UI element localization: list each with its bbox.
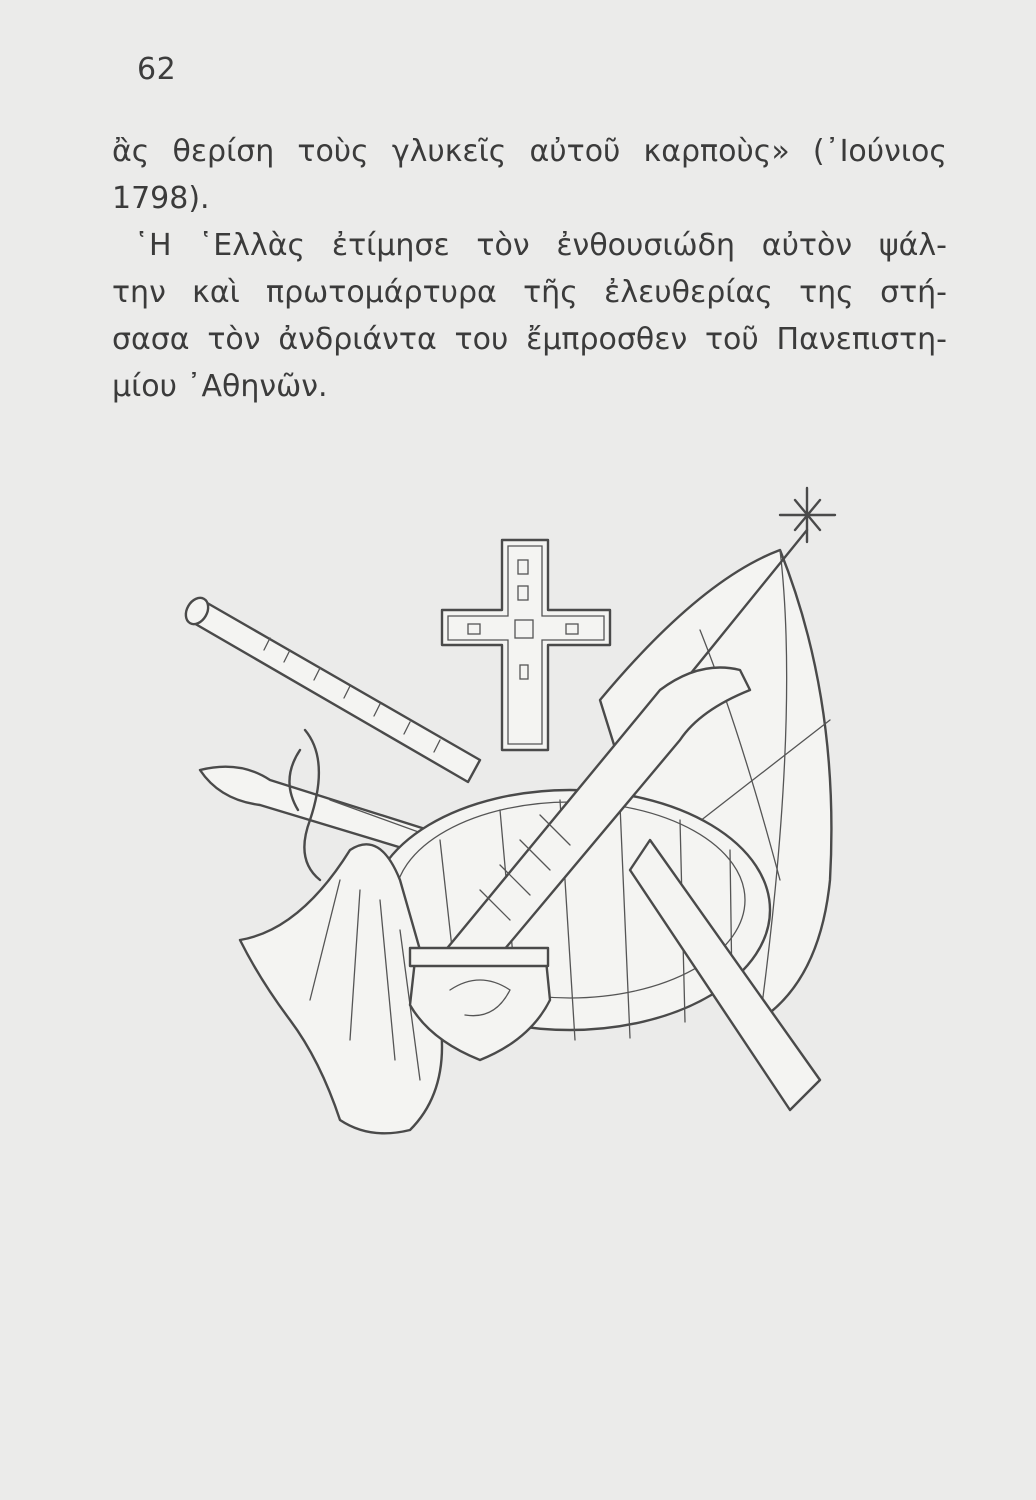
- body-paragraph: [112, 128, 947, 410]
- cross-icon: [442, 540, 610, 750]
- text-line-1: ἂς θερίση τοὺς γλυκεῖς αὐτοῦ καρποὺς» (᾿Ιούνιος 1798).: [112, 134, 947, 216]
- revolution-emblem-illustration: [180, 460, 860, 1150]
- text-line-2: ῾Η ῾Ελλὰς ἐτίμησε τὸν ἐνθουσιώδη αὐτὸν ψάλ-: [134, 228, 947, 263]
- page-number: 62: [137, 52, 177, 87]
- text-line-3: την καὶ πρωτομάρτυρα τῆς ἐλευθερίας της στή-: [112, 275, 947, 310]
- cannon-barrel-icon: [181, 594, 480, 782]
- emblem-drawing: [180, 460, 860, 1150]
- text-line-4: σασα τὸν ἀνδριάντα του ἔμπροσθεν τοῦ Πανεπιστη-: [112, 322, 947, 357]
- text-line-5: μίου ᾿Αθηνῶν.: [112, 369, 328, 404]
